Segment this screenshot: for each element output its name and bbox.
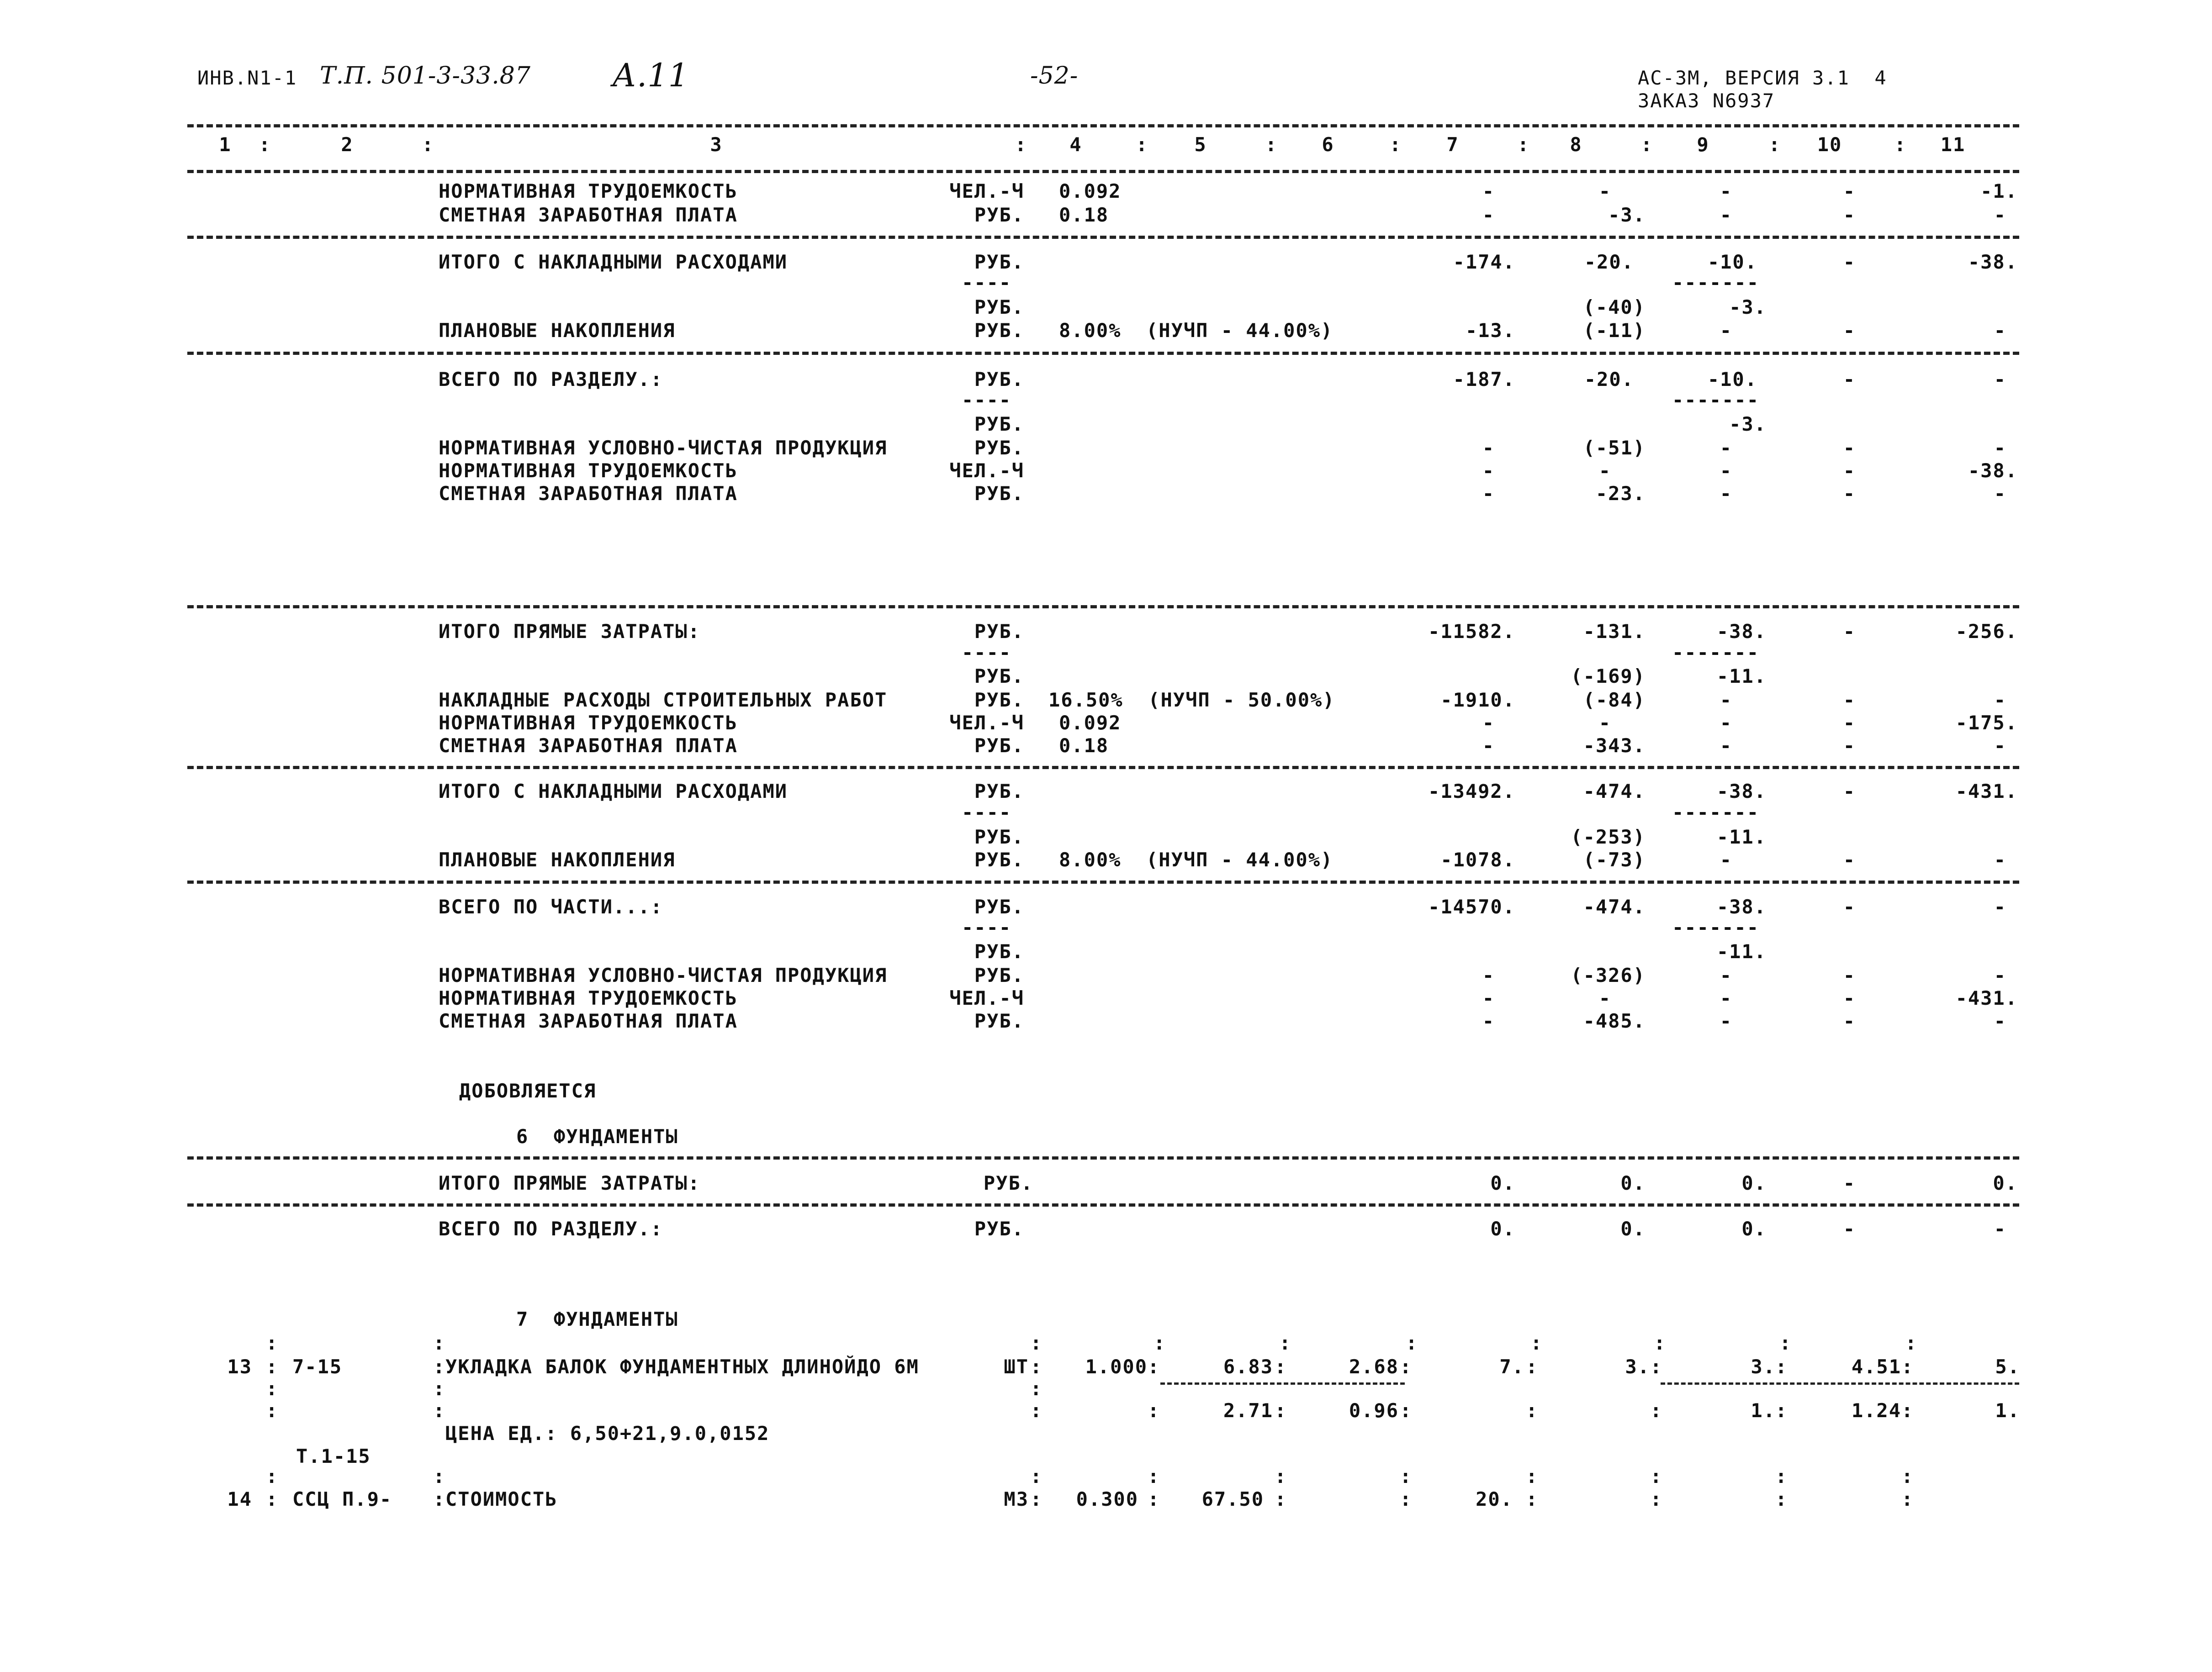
cell-c11: 0. [1993, 1172, 2018, 1194]
cell-c8: (-11) [1583, 319, 1646, 342]
col-sep: : [1901, 1356, 1914, 1378]
row-label: ИТОГО С НАКЛАДНЫМИ РАСХОДАМИ [439, 780, 788, 802]
sub-rule: ------- [1672, 801, 1760, 823]
section-6-heading: 6 ФУНДАМЕНТЫ [516, 1125, 678, 1148]
cell-c9: - [1720, 180, 1732, 202]
sub-rule: ---- [962, 801, 1012, 823]
cell-c11: -1. [1980, 180, 2018, 202]
row-unit: РУБ. [974, 780, 1024, 802]
rule [187, 352, 2019, 355]
cell-c11: 1. [1995, 1399, 2020, 1422]
row-unit: РУБ. [983, 1172, 1033, 1194]
col-sep: : [1901, 1399, 1914, 1422]
col-sep: : [1530, 1332, 1543, 1354]
cell-c7: -1078. [1440, 849, 1515, 871]
item-name: СТОИМОСТЬ [445, 1488, 558, 1510]
row-label: ВСЕГО ПО ЧАСТИ...: [439, 896, 663, 918]
overhead-rate: 8.00% (НУЧП - 44.00%) [1059, 849, 1334, 871]
rule [187, 766, 2019, 769]
project-code: Т.П. 501-3-33.87 [320, 62, 531, 90]
row-unit: РУБ. [974, 1218, 1024, 1240]
cell-c11: - [1994, 437, 2006, 459]
cell-c7: - [1482, 712, 1495, 734]
item-unit: М3 [1004, 1488, 1029, 1510]
row-label: НОРМАТИВНАЯ УСЛОВНО-ЧИСТАЯ ПРОДУКЦИЯ [439, 437, 888, 459]
col-sep: : [1650, 1465, 1663, 1487]
sheet-mark: А.11 [612, 57, 689, 94]
row-unit: РУБ. [974, 319, 1024, 342]
inventory-number: ИНВ.N1-1 [197, 67, 297, 89]
cell-c8: 3. [1625, 1356, 1650, 1378]
unit-price: ЦЕНА ЕД.: 6,50+21,9.0,0152 [445, 1422, 770, 1445]
col-sep: : [1275, 1465, 1287, 1487]
col-num: 4 [1069, 133, 1082, 156]
item-unit: ШТ [1004, 1356, 1029, 1378]
cell-c9: - [1720, 734, 1732, 757]
cell-c9: -11. [1716, 826, 1767, 848]
col-sep: : [259, 133, 271, 156]
cell-c10: - [1843, 1172, 1856, 1194]
col-sep: : [1526, 1488, 1539, 1510]
col-sep: : [1275, 1399, 1287, 1422]
rule [1160, 1382, 1405, 1385]
cell-c11: - [1994, 964, 2006, 986]
rule [1661, 1382, 2019, 1385]
row-label: ВСЕГО ПО РАЗДЕЛУ.: [439, 1218, 663, 1240]
cell-c9: - [1720, 204, 1732, 226]
cell-c11: - [1994, 734, 2006, 757]
cell-c7: -13. [1465, 319, 1515, 342]
col-sep: : [1030, 1377, 1043, 1400]
row-label: ИТОГО ПРЯМЫЕ ЗАТРАТЫ: [439, 1172, 701, 1194]
cell-c10: - [1843, 251, 1856, 273]
cell-c7: -13492. [1428, 780, 1515, 802]
col-sep: : [1148, 1399, 1160, 1422]
cell-c8: - [1598, 459, 1611, 482]
row-unit: РУБ. [974, 1010, 1024, 1032]
col-sep: : [266, 1377, 279, 1400]
cell-c6: 2.68 [1349, 1356, 1399, 1378]
col-sep: : [1400, 1399, 1413, 1422]
col-sep: : [1775, 1399, 1788, 1422]
row-unit: РУБ. [974, 849, 1024, 871]
cell-c5: 6.83 [1223, 1356, 1273, 1378]
cell-c10: - [1843, 620, 1856, 643]
cell-c7: - [1482, 964, 1495, 986]
col-num: 7 [1446, 133, 1459, 156]
sub-rule: ---- [962, 916, 1012, 939]
cell-c11: - [1994, 896, 2006, 918]
col-sep: : [1275, 1488, 1287, 1510]
item-code: ССЦ П.9- [292, 1488, 392, 1510]
cell-c7: -11582. [1428, 620, 1515, 643]
cell-c10: - [1843, 712, 1856, 734]
row-unit: РУБ. [974, 204, 1024, 226]
cell-c7: -187. [1453, 368, 1515, 390]
col-sep: : [1148, 1488, 1160, 1510]
row-unit: РУБ. [974, 437, 1024, 459]
cell-c7: 0. [1490, 1172, 1515, 1194]
cell-c6: 0.96 [1349, 1399, 1399, 1422]
col-sep: : [1136, 133, 1148, 156]
col-sep: : [1030, 1356, 1043, 1378]
overhead-rate: 8.00% (НУЧП - 44.00%) [1059, 319, 1334, 342]
col-sep: : [433, 1377, 446, 1400]
cell-c10: - [1843, 482, 1856, 505]
col-sep: : [266, 1356, 279, 1378]
cell-c9: 0. [1741, 1172, 1767, 1194]
col-sep: : [266, 1399, 279, 1422]
row-label: НОРМАТИВНАЯ ТРУДОЕМКОСТЬ [439, 712, 738, 734]
cell-c8: (-253) [1571, 826, 1646, 848]
cell-c11: -431. [1955, 780, 2018, 802]
cell-c8: 0. [1620, 1172, 1646, 1194]
sub-rule: ---- [962, 389, 1012, 411]
col-sep: : [1768, 133, 1781, 156]
rule [187, 124, 2019, 127]
cell-c8: (-51) [1583, 437, 1646, 459]
cell-c8: -131. [1583, 620, 1646, 643]
cell-c9: -38. [1716, 896, 1767, 918]
col-sep: : [1030, 1399, 1043, 1422]
cell-c10: - [1843, 896, 1856, 918]
cell-c9: 0. [1741, 1218, 1767, 1240]
col-sep: : [1894, 133, 1907, 156]
row-label: СМЕТНАЯ ЗАРАБОТНАЯ ПЛАТА [439, 734, 738, 757]
cell-c10: - [1843, 1010, 1856, 1032]
cell-c11: 5. [1995, 1356, 2020, 1378]
col-num: 1 [219, 133, 232, 156]
cell-c9: -10. [1707, 251, 1757, 273]
cell-c9: - [1720, 1010, 1732, 1032]
cell-c11: -38. [1968, 459, 2018, 482]
item-code: 7-15 [292, 1356, 343, 1378]
sub-rule: ------- [1672, 271, 1760, 294]
cell-c8: -474. [1583, 780, 1646, 802]
col-sep: : [1279, 1332, 1292, 1354]
row-label: ИТОГО ПРЯМЫЕ ЗАТРАТЫ: [439, 620, 701, 643]
col-sep: : [1650, 1399, 1663, 1422]
col-sep: : [1901, 1488, 1914, 1510]
cell-c5: 67.50 [1201, 1488, 1264, 1510]
col-sep: : [1400, 1488, 1413, 1510]
col-sep: : [1148, 1356, 1160, 1378]
col-num: 9 [1697, 133, 1709, 156]
col-sep: : [1905, 1332, 1918, 1354]
row-unit: РУБ. [974, 620, 1024, 643]
cell-c11: - [1994, 368, 2006, 390]
col-sep: : [1265, 133, 1278, 156]
cell-c9: - [1720, 437, 1732, 459]
row-unit: ЧЕЛ.-Ч [949, 712, 1024, 734]
col-sep: : [1148, 1465, 1160, 1487]
col-num: 5 [1194, 133, 1207, 156]
cell-c11: -175. [1955, 712, 2018, 734]
row-unit: ЧЕЛ.-Ч [949, 459, 1024, 482]
order-number: ЗАКАЗ N6937 [1638, 90, 1775, 112]
program-version: АС-3М, ВЕРСИЯ 3.1 4 [1638, 67, 1887, 89]
row-label: НОРМАТИВНАЯ ТРУДОЕМКОСТЬ [439, 180, 738, 202]
col-sep: : [433, 1465, 446, 1487]
cell-c11: - [1994, 1218, 2006, 1240]
cell-c9: - [1720, 689, 1732, 711]
cell-c9: - [1720, 482, 1732, 505]
col-sep: : [1526, 1399, 1539, 1422]
col-sep: : [1015, 133, 1027, 156]
cell-c11: - [1994, 482, 2006, 505]
sub-rule: ------- [1672, 641, 1760, 664]
cell-c8: -485. [1583, 1010, 1646, 1032]
col-num: 10 [1817, 133, 1842, 156]
row-unit: РУБ. [974, 896, 1024, 918]
cell-c11: - [1994, 849, 2006, 871]
cell-c9: 3. [1751, 1356, 1776, 1378]
cell-c11: - [1994, 1010, 2006, 1032]
col-num: 2 [341, 133, 354, 156]
cell-c9: - [1720, 459, 1732, 482]
cell-c10: - [1843, 180, 1856, 202]
col-num: 3 [710, 133, 723, 156]
cell-c8: - [1598, 180, 1611, 202]
cell-c8: - [1598, 712, 1611, 734]
row-label: НОРМАТИВНАЯ ТРУДОЕМКОСТЬ [439, 987, 738, 1009]
rule [187, 605, 2019, 608]
col-sep: : [1779, 1332, 1792, 1354]
cell-c7: -14570. [1428, 896, 1515, 918]
added-heading: ДОБОВЛЯЕТСЯ [459, 1080, 597, 1102]
col-sep: : [266, 1488, 279, 1510]
section-7-heading: 7 ФУНДАМЕНТЫ [516, 1308, 678, 1330]
row-label: СМЕТНАЯ ЗАРАБОТНАЯ ПЛАТА [439, 482, 738, 505]
cell-c7: 0. [1490, 1218, 1515, 1240]
row-unit: РУБ. [974, 964, 1024, 986]
cell-c7: - [1482, 482, 1495, 505]
cell-c10: - [1843, 849, 1856, 871]
row-unit: РУБ. [974, 734, 1024, 757]
col-sep: : [433, 1488, 446, 1510]
cell-c10: - [1843, 459, 1856, 482]
cell-c9: -11. [1716, 940, 1767, 963]
cell-c7: - [1482, 204, 1495, 226]
cell-c4: 0.092 [1059, 712, 1122, 734]
item-reference: Т.1-15 [296, 1445, 371, 1467]
col-num: 11 [1940, 133, 1966, 156]
row-unit: РУБ. [974, 296, 1024, 318]
row-unit: ЧЕЛ.-Ч [949, 180, 1024, 202]
col-sep: : [1650, 1488, 1663, 1510]
cell-c10: - [1843, 204, 1856, 226]
cell-c10: 1.24 [1851, 1399, 1901, 1422]
row-unit: РУБ. [974, 826, 1024, 848]
row-unit: РУБ. [974, 940, 1024, 963]
row-label: НАКЛАДНЫЕ РАСХОДЫ СТРОИТЕЛЬНЫХ РАБОТ [439, 689, 888, 711]
col-sep: : [1389, 133, 1402, 156]
cell-c9: -38. [1716, 780, 1767, 802]
sub-rule: ------- [1672, 916, 1760, 939]
cell-c7: - [1482, 734, 1495, 757]
col-sep: : [1030, 1332, 1043, 1354]
cell-c4: 0.18 [1059, 204, 1109, 226]
col-sep: : [422, 133, 434, 156]
col-sep: : [1526, 1356, 1539, 1378]
cell-c11: -256. [1955, 620, 2018, 643]
col-sep: : [433, 1356, 446, 1378]
col-sep: : [266, 1332, 279, 1354]
row-unit: РУБ. [974, 482, 1024, 505]
rule [187, 170, 2019, 173]
cell-c7: 20. [1476, 1488, 1513, 1510]
col-num: 8 [1570, 133, 1582, 156]
cell-c7: 7. [1499, 1356, 1524, 1378]
cell-c9: - [1720, 964, 1732, 986]
col-sep: : [1400, 1356, 1413, 1378]
col-sep: : [1901, 1465, 1914, 1487]
page-number: -52- [1030, 62, 1079, 90]
col-sep: : [433, 1399, 446, 1422]
cell-c9: -3. [1729, 296, 1767, 318]
col-sep: : [1640, 133, 1653, 156]
cell-c8: -3. [1608, 204, 1646, 226]
cell-c7: - [1482, 459, 1495, 482]
col-sep: : [1030, 1465, 1043, 1487]
row-unit: РУБ. [974, 665, 1024, 687]
rule [187, 881, 2019, 884]
cell-c8: -343. [1583, 734, 1646, 757]
cell-c8: - [1598, 987, 1611, 1009]
cell-c11: -38. [1968, 251, 2018, 273]
row-label: СМЕТНАЯ ЗАРАБОТНАЯ ПЛАТА [439, 1010, 738, 1032]
col-sep: : [266, 1465, 279, 1487]
rule [187, 1203, 2019, 1207]
col-sep: : [1154, 1332, 1166, 1354]
cell-c11: - [1994, 319, 2006, 342]
cell-c10: - [1843, 368, 1856, 390]
cell-c10: - [1843, 1218, 1856, 1240]
item-qty: 1.000 [1085, 1356, 1148, 1378]
row-label: ВСЕГО ПО РАЗДЕЛУ.: [439, 368, 663, 390]
col-sep: : [1406, 1332, 1418, 1354]
item-name: УКЛАДКА БАЛОК ФУНДАМЕНТНЫХ ДЛИНОЙДО 6М [445, 1356, 919, 1378]
cell-c9: -11. [1716, 665, 1767, 687]
col-sep: : [1775, 1488, 1788, 1510]
row-unit: РУБ. [974, 368, 1024, 390]
cell-c10: - [1843, 689, 1856, 711]
cell-c10: 4.51 [1851, 1356, 1901, 1378]
row-label: ПЛАНОВЫЕ НАКОПЛЕНИЯ [439, 849, 676, 871]
cell-c10: - [1843, 964, 1856, 986]
cell-c9: -10. [1707, 368, 1757, 390]
cell-c10: - [1843, 734, 1856, 757]
cell-c8: -20. [1584, 251, 1634, 273]
sub-rule: ---- [962, 271, 1012, 294]
item-qty: 0.300 [1076, 1488, 1138, 1510]
cell-c11: -431. [1955, 987, 2018, 1009]
col-sep: : [1650, 1356, 1663, 1378]
col-sep: : [433, 1332, 446, 1354]
cell-c7: - [1482, 180, 1495, 202]
cell-c8: (-326) [1571, 964, 1646, 986]
sub-rule: ------- [1672, 389, 1760, 411]
cell-c8: (-169) [1571, 665, 1646, 687]
row-label: НОРМАТИВНАЯ ТРУДОЕМКОСТЬ [439, 459, 738, 482]
row-label: ПЛАНОВЫЕ НАКОПЛЕНИЯ [439, 319, 676, 342]
cell-c7: - [1482, 437, 1495, 459]
cell-c4: 0.092 [1059, 180, 1122, 202]
sub-rule: ---- [962, 641, 1012, 664]
cell-c9: - [1720, 712, 1732, 734]
cell-c8: -474. [1583, 896, 1646, 918]
row-label: НОРМАТИВНАЯ УСЛОВНО-ЧИСТАЯ ПРОДУКЦИЯ [439, 964, 888, 986]
row-unit: ЧЕЛ.-Ч [949, 987, 1024, 1009]
cell-c9: -3. [1729, 413, 1767, 435]
cell-c10: - [1843, 987, 1856, 1009]
cell-c7: - [1482, 1010, 1495, 1032]
col-sep: : [1030, 1488, 1043, 1510]
row-unit: РУБ. [974, 689, 1024, 711]
row-label: ИТОГО С НАКЛАДНЫМИ РАСХОДАМИ [439, 251, 788, 273]
item-number: 13 [227, 1356, 252, 1378]
cell-c8: (-40) [1583, 296, 1646, 318]
cell-c9: -38. [1716, 620, 1767, 643]
cell-c11: - [1994, 689, 2006, 711]
col-sep: : [1400, 1465, 1413, 1487]
cell-c7: -174. [1453, 251, 1515, 273]
cell-c5: 2.71 [1223, 1399, 1273, 1422]
cell-c8: (-73) [1583, 849, 1646, 871]
col-sep: : [1275, 1356, 1287, 1378]
overhead-rate: 16.50% (НУЧП - 50.00%) [1048, 689, 1335, 711]
cell-c8: -23. [1595, 482, 1646, 505]
cell-c10: - [1843, 319, 1856, 342]
cell-c10: - [1843, 780, 1856, 802]
cell-c9: - [1720, 987, 1732, 1009]
cell-c10: - [1843, 437, 1856, 459]
cell-c7: - [1482, 987, 1495, 1009]
col-sep: : [1517, 133, 1530, 156]
row-label: СМЕТНАЯ ЗАРАБОТНАЯ ПЛАТА [439, 204, 738, 226]
cell-c8: 0. [1620, 1218, 1646, 1240]
cell-c7: -1910. [1440, 689, 1515, 711]
cell-c4: 0.18 [1059, 734, 1109, 757]
rule [187, 1156, 2019, 1160]
col-sep: : [1775, 1465, 1788, 1487]
row-unit: РУБ. [974, 413, 1024, 435]
row-unit: РУБ. [974, 251, 1024, 273]
cell-c9: 1. [1751, 1399, 1776, 1422]
cell-c9: - [1720, 319, 1732, 342]
col-sep: : [1526, 1465, 1539, 1487]
item-number: 14 [227, 1488, 252, 1510]
cell-c8: (-84) [1583, 689, 1646, 711]
col-num: 6 [1322, 133, 1334, 156]
cell-c11: - [1994, 204, 2006, 226]
cell-c8: -20. [1584, 368, 1634, 390]
rule [187, 236, 2019, 239]
col-sep: : [1654, 1332, 1667, 1354]
cell-c9: - [1720, 849, 1732, 871]
col-sep: : [1775, 1356, 1788, 1378]
